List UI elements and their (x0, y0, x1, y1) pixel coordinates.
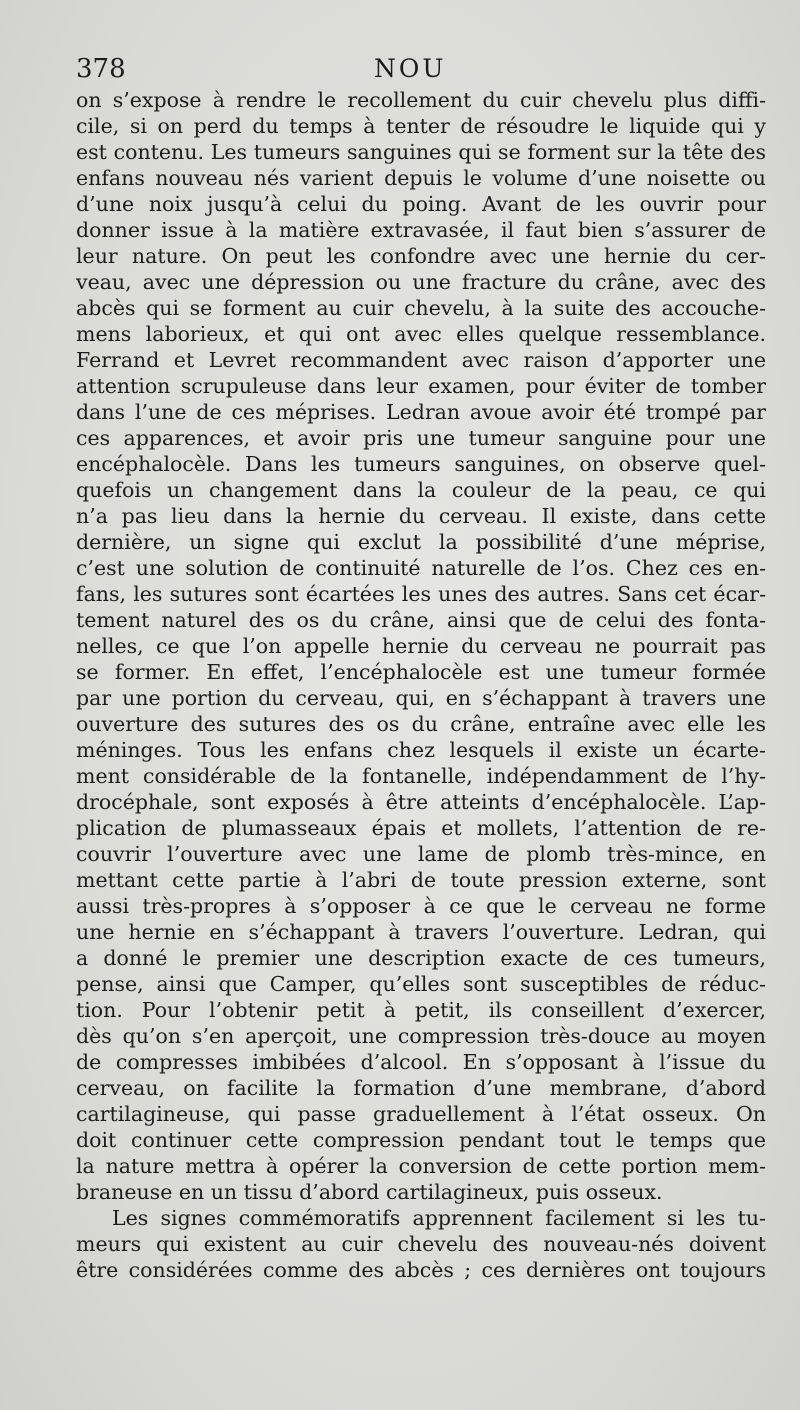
text-line: veau, avec une dépression ou une fracture du crâne, avec des (76, 270, 766, 294)
text-line: ouverture des sutures des os du crâne, entraîne avec elle les (76, 712, 766, 736)
text-line: n’a pas lieu dans la hernie du cerveau. Il existe, dans cette (76, 504, 766, 528)
text-line: dès qu’on s’en aperçoit, une compression très-douce au moyen (76, 1024, 766, 1048)
text-line: fans, les sutures sont écartées les unes des autres. Sans cet écar- (76, 582, 766, 606)
page-number: 378 (76, 54, 126, 84)
text-line: tement naturel des os du crâne, ainsi que de celui des fonta- (76, 608, 766, 632)
text-line: quefois un changement dans la couleur de la peau, ce qui (76, 478, 766, 502)
text-line: donner issue à la matière extravasée, il faut bien s’assurer de (76, 218, 766, 242)
text-line: mens laborieux, et qui ont avec elles quelque ressemblance. (76, 322, 766, 346)
text-line: tion. Pour l’obtenir petit à petit, ils conseillent d’exercer, (76, 998, 766, 1022)
text-line: la nature mettra à opérer la conversion de cette portion mem- (76, 1154, 766, 1178)
text-line: dernière, un signe qui exclut la possibilité d’une méprise, (76, 530, 766, 554)
text-line: attention scrupuleuse dans leur examen, pour éviter de tomber (76, 374, 766, 398)
text-line: dans l’une de ces méprises. Ledran avoue avoir été trompé par (76, 400, 766, 424)
paragraph (76, 87, 766, 1205)
text-line: mettant cette partie à l’abri de toute pression externe, sont (76, 868, 766, 892)
text-line: doit continuer cette compression pendant tout le temps que (76, 1128, 766, 1152)
text-line: nelles, ce que l’on appelle hernie du cerveau ne pourrait pas (76, 634, 766, 658)
page-header (76, 52, 772, 86)
paragraph (76, 1205, 766, 1283)
text-line: on s’expose à rendre le recollement du cuir chevelu plus diffi- (76, 88, 766, 112)
text-line: aussi très-propres à s’opposer à ce que le cerveau ne forme (76, 894, 766, 918)
text-line: meurs qui existent au cuir chevelu des nouveau-nés doivent (76, 1232, 766, 1256)
text-line: braneuse en un tissu d’abord cartilagineux, puis osseux. (76, 1180, 663, 1204)
text-line: encéphalocèle. Dans les tumeurs sanguines, on observe quel- (76, 452, 766, 476)
text-line: ment considérable de la fontanelle, indépendamment de l’hy- (76, 764, 766, 788)
text-line: couvrir l’ouverture avec une lame de plomb très-mince, en (76, 842, 766, 866)
text-line: cartilagineuse, qui passe graduellement à l’état osseux. On (76, 1102, 766, 1126)
body-text (76, 87, 766, 1283)
text-line: c’est une solution de continuité naturelle de l’os. Chez ces en- (76, 556, 766, 580)
text-line: enfans nouveau nés varient depuis le volume d’une noisette ou (76, 166, 766, 190)
text-line: Les signes commémoratifs apprennent facilement si les tu- (112, 1206, 766, 1230)
text-line: cile, si on perd du temps à tenter de résoudre le liquide qui y (76, 114, 766, 138)
text-line: de compresses imbibées d’alcool. En s’opposant à l’issue du (76, 1050, 766, 1074)
text-line: méninges. Tous les enfans chez lesquels il existe un écarte- (76, 738, 766, 762)
text-line: se former. En effet, l’encéphalocèle est une tumeur formée (76, 660, 766, 684)
text-line: est contenu. Les tumeurs sanguines qui se forment sur la tête des (76, 140, 766, 164)
text-line: être considérées comme des abcès ; ces dernières ont toujours (76, 1258, 766, 1282)
text-line: drocéphale, sont exposés à être atteints d’encéphalocèle. L’ap- (76, 790, 766, 814)
text-line: par une portion du cerveau, qui, en s’échappant à travers une (76, 686, 766, 710)
running-head: NOU (374, 54, 447, 83)
text-line: abcès qui se forment au cuir chevelu, à la suite des accouche- (76, 296, 766, 320)
text-line: d’une noix jusqu’à celui du poing. Avant de les ouvrir pour (76, 192, 766, 216)
text-line: cerveau, on facilite la formation d’une membrane, d’abord (76, 1076, 766, 1100)
text-line: ces apparences, et avoir pris une tumeur sanguine pour une (76, 426, 766, 450)
text-line: une hernie en s’échappant à travers l’ouverture. Ledran, qui (76, 920, 766, 944)
text-line: pense, ainsi que Camper, qu’elles sont susceptibles de réduc- (76, 972, 766, 996)
text-line: a donné le premier une description exacte de ces tumeurs, (76, 946, 766, 970)
text-line: Ferrand et Levret recommandent avec raison d’apporter une (76, 348, 766, 372)
text-line: plication de plumasseaux épais et mollets, l’attention de re- (76, 816, 766, 840)
text-line: leur nature. On peut les confondre avec une hernie du cer- (76, 244, 766, 268)
